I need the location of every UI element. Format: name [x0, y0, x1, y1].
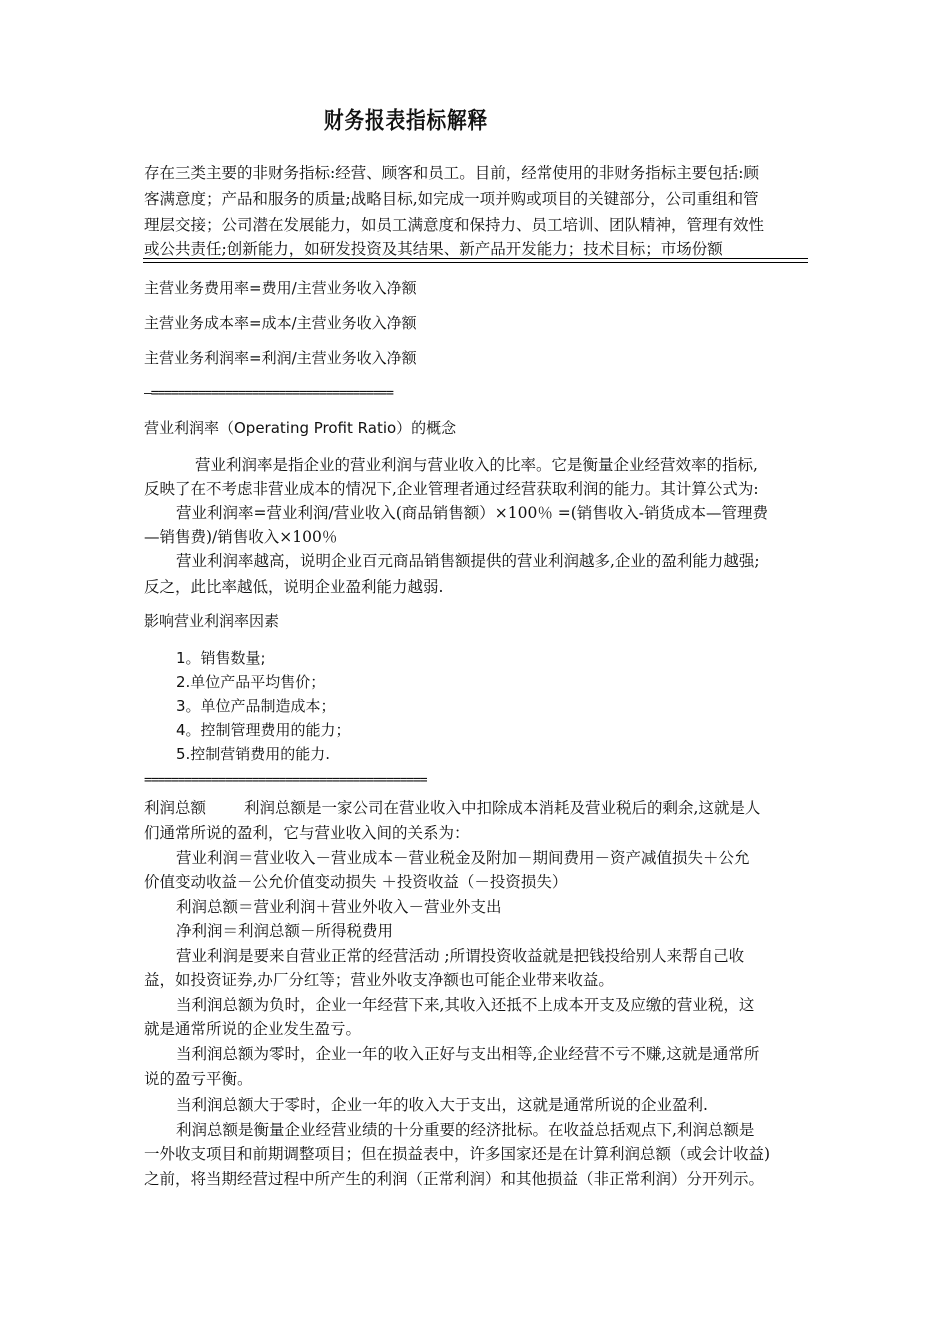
profit-line: 当利润总额为零时，企业一年的收入正好与支出相等,企业经营不亏不赚,这就是通常所: [176, 1045, 760, 1063]
factors-heading: 影响营业利润率因素: [144, 612, 280, 630]
factor-item: 3。单位产品制造成本；: [176, 697, 336, 715]
op-formula-line: 营业利润率=营业利润/营业收入(商品销售额）×100％ =(销售收入-销货成本—管理费: [176, 504, 769, 522]
profit-line: 说的盈亏平衡。: [144, 1070, 253, 1088]
profit-line: 营业利润＝营业收入－营业成本－营业税金及附加－期间费用－资产减值损失＋公允: [176, 849, 750, 867]
profit-line: 营业利润是要来自营业正常的经营活动 ;所谓投资收益就是把钱投给别人来帮自己收: [176, 947, 745, 965]
op-line: 营业利润率越高，说明企业百元商品销售额提供的营业利润越多,企业的盈利能力越强;: [176, 552, 760, 570]
intro-line: 存在三类主要的非财务指标:经营、顾客和员工。目前，经常使用的非财务指标主要包括:顾: [144, 164, 759, 182]
separator-line: ==========================================: [144, 773, 427, 788]
op-formula-line: —销售费)/销售收入×100％: [144, 528, 338, 546]
factor-item: 2.单位产品平均售价；: [176, 673, 326, 691]
factor-item: 1。销售数量;: [176, 649, 266, 667]
profit-line: 当利润总额为负时，企业一年经营下来,其收入还抵不上成本开支及应缴的营业税，这: [176, 996, 755, 1014]
op-line: 反映了在不考虑非营业成本的情况下,企业管理者通过经营获取利润的能力。其计算公式为:: [144, 480, 759, 498]
intro-line: 客满意度；产品和服务的质量;战略目标,如完成一项并购或项目的关键部分，公司重组和管: [144, 190, 759, 208]
profit-line: 利润总额＝营业利润＋营业外收入－营业外支出: [176, 898, 502, 916]
profit-line: 益，如投资证券,办厂分红等；营业外收支净额也可能企业带来收益。: [144, 971, 614, 989]
profit-line: 利润总额是衡量企业经营业绩的十分重要的经济批标。在收益总括观点下,利润总额是: [176, 1121, 755, 1139]
op-line: 营业利润率是指企业的营业利润与营业收入的比率。它是衡量企业经营效率的指标,: [195, 456, 758, 474]
formula-profit-rate: 主营业务利润率=利润/主营业务收入净额: [144, 349, 417, 367]
profit-line: 之前，将当期经营过程中所产生的利润（正常利润）和其他损益（非正常利润）分开列示。: [144, 1170, 765, 1188]
formula-expense-rate: 主营业务费用率=费用/主营业务收入净额: [144, 279, 417, 297]
profit-label: 利润总额: [144, 799, 207, 817]
profit-line: 一外收支项目和前期调整项目；但在损益表中，许多国家还是在计算利润总额（或会计收益): [144, 1145, 771, 1163]
separator-line: —====================================: [144, 386, 393, 401]
formula-cost-rate: 主营业务成本率=成本/主营业务收入净额: [144, 314, 417, 332]
intro-line: 或公共责任;创新能力，如研发投资及其结果、新产品开发能力；技术目标；市场份额: [144, 240, 723, 258]
factor-item: 5.控制营销费用的能力.: [176, 745, 331, 763]
profit-line: 就是通常所说的企业发生盈亏。: [144, 1020, 362, 1038]
profit-line: 利润总额是一家公司在营业收入中扣除成本消耗及营业税后的剩余,这就是人: [244, 799, 761, 817]
double-rule-top: [143, 258, 808, 259]
op-line: 反之，此比率越低，说明企业盈利能力越弱.: [144, 578, 444, 596]
section-heading-operating-profit: 营业利润率（Operating Profit Ratio）的概念: [144, 419, 457, 437]
profit-line: 净利润＝利润总额－所得税费用: [176, 922, 394, 940]
profit-line: 当利润总额大于零时，企业一年的收入大于支出，这就是通常所说的企业盈利.: [176, 1096, 708, 1114]
profit-line: 价值变动收益－公允价值变动损失 ＋投资收益（－投资损失）: [144, 873, 568, 891]
intro-line: 理层交接；公司潜在发展能力，如员工满意度和保持力、员工培训、团队精神，管理有效性: [144, 216, 765, 234]
factor-item: 4。控制管理费用的能力；: [176, 721, 351, 739]
profit-line: 们通常所说的盈利，它与营业收入间的关系为：: [144, 824, 470, 842]
document-title: 财务报表指标解释: [323, 108, 489, 134]
double-rule-bottom: [143, 262, 808, 263]
